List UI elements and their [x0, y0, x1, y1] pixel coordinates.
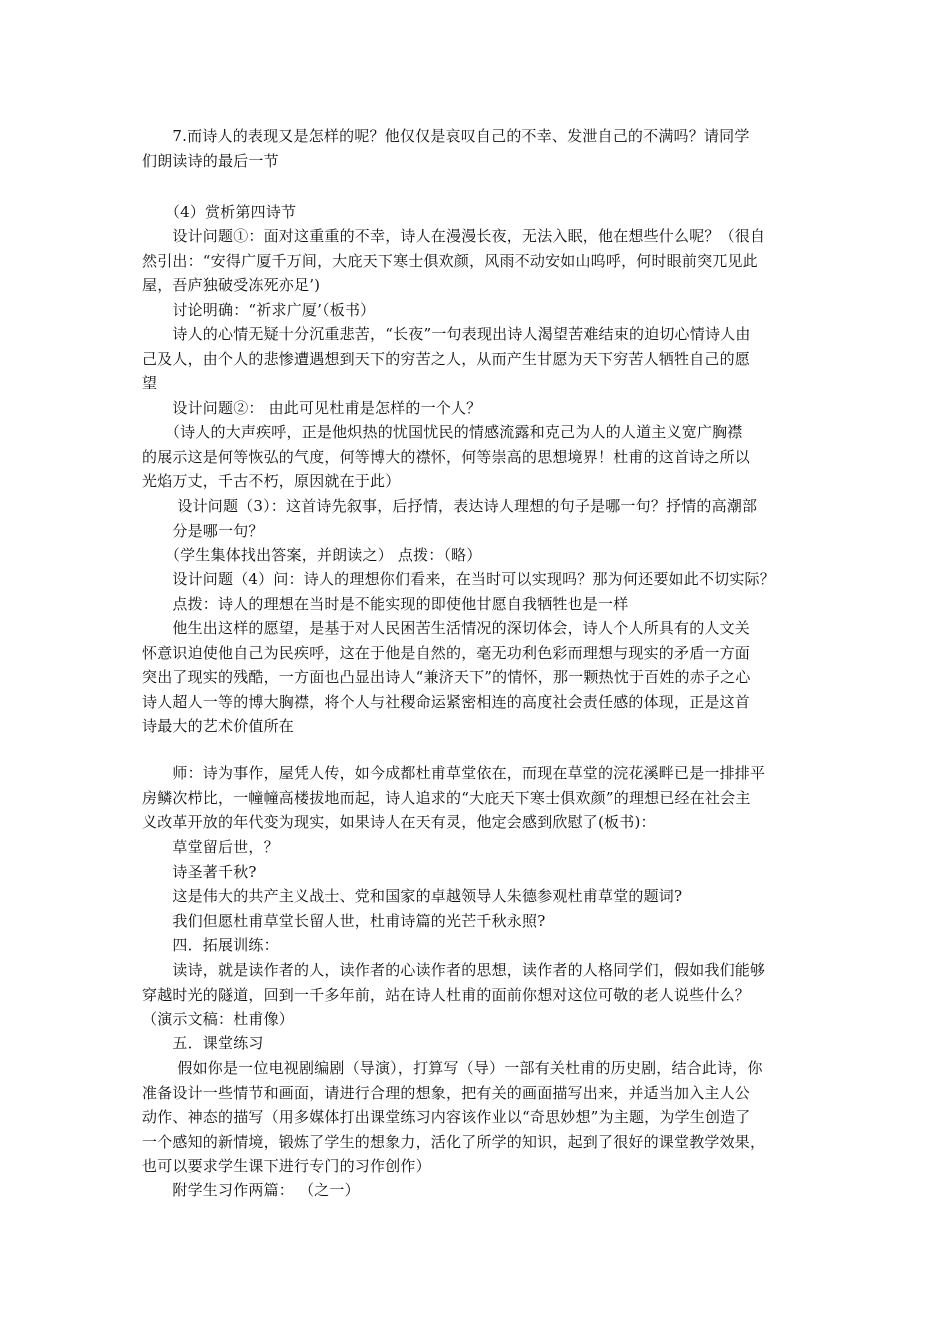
exercise-paragraph: 假如你是一位电视剧编剧（导演），打算写（导）一部有关杜甫的历史剧，结合此诗，你 准备设计一些情节和画面，请进行合理的想象，把有关的画面描写出来，并适当加入主人公 动作、神态的描写（用多媒体打出课堂练习内容该作业以“奇思妙想”为主题，为学生创造了 一个感知的新情境，锻炼了学生的想象力，活化了所学的知识，起到了很好的课堂教学效果， 也可以要求学生课下进行专门的习作创作） — [142, 1059, 766, 1175]
answer-3: （学生集体找出答案，并朗读之） 点拨：（略） — [142, 546, 482, 564]
appendix-line: 附学生习作两篇： （之一） — [142, 1181, 360, 1199]
section-heading-exercise: 五．课堂练习 — [142, 1034, 264, 1052]
design-question-2: 设计问题②： 由此可见杜甫是怎样的一个人？ — [142, 399, 482, 417]
hope-line: 我们但愿杜甫草堂长留人世，杜甫诗篇的光芒千秋永照? — [142, 912, 546, 930]
poet-mood-paragraph: 诗人的心情无疑十分沉重悲苦，“长夜”一句表现出诗人渴望苦难结束的迫切心情诗人由 己及人，由个人的悲惨遭遇想到天下的穷苦之人，从而产生甘愿为天下穷苦人牺牲自己的愿 望 — [142, 325, 751, 392]
section-heading-extension: 四．拓展训练： — [142, 936, 279, 954]
blackboard-line-2: 诗圣著千秋? — [142, 863, 257, 881]
question-7: 7.而诗人的表现又是怎样的呢？他仅仅是哀叹自己的不幸、发泄自己的不满吗？请同学 们朗读诗的最后一节 — [142, 127, 750, 170]
section-heading-4: （4）赏析第四诗节 — [142, 203, 297, 221]
design-question-3: 设计问题（3）：这首诗先叙事，后抒情，表达诗人理想的句子是哪一句？抒情的高潮部 分是哪一句？ — [142, 497, 758, 540]
extension-paragraph: 读诗，就是读作者的人，读作者的心读作者的思想，读作者的人格同学们，假如我们能够 穿越时光的隧道，回到一千多年前，站在诗人杜甫的面前你想对这位可敬的老人说些什么？ （演示文稿：杜甫像） — [142, 961, 766, 1028]
discussion-clarify: 讨论明确：“祈求广厦’（板书） — [142, 301, 376, 319]
design-question-1: 设计问题①：面对这重重的不幸，诗人在漫漫长夜，无法入眠，他在想些什么呢？（很自 然引出：“安得广厦千万间，大庇天下寒士俱欢颜，风雨不动安如山呜呼，何时眼前突兀见此 屋，吾庐独破受冻死亦足’) — [142, 227, 766, 294]
hint-4: 点拨：诗人的理想在当时是不能实现的即使他甘愿自我牺牲也是一样 — [142, 595, 629, 613]
design-question-4: 设计问题（4）问：诗人的理想你们看来，在当时可以实现吗？那为何还要如此不切实际？ — [142, 570, 775, 588]
zhude-inscription-note: 这是伟大的共产主义战士、党和国家的卓越领导人朱德参观杜甫草堂的题词? — [142, 887, 683, 905]
artistic-value-paragraph: 他生出这样的愿望，是基于对人民困苦生活情况的深切体会，诗人个人所具有的人文关 怀意识迫使他自己为民疾呼，这在于他是自然的，毫无功利色彩而理想与现实的矛盾一方面 突出了现实的残酷，一方面也凸显出诗人“兼济天下”的情怀，那一颗热忱于百姓的赤子之心 诗人超人一等的博大胸襟，将个人与社稷命运紧密相连的高度社会责任感的体现，正是这首 诗最大的艺术价值所在 — [142, 619, 751, 735]
teacher-paragraph: 师：诗为事作，屋凭人传，如今成都杜甫草堂依在，而现在草堂的浣花溪畔已是一排排平 房鳞次栉比，一幢幢高楼拔地而起，诗人追求的“大庇天下寒士俱欢颜”的理想已经在社会主 义改革开放的年代变为现实，如果诗人在天有灵，他定会感到欣慰了(板书)： — [142, 764, 766, 831]
answer-2-paragraph: （诗人的大声疾呼，正是他炽热的忧国忧民的情感流露和克己为人的人道主义宽广胸襟 的展示这是何等恢弘的气度，何等博大的襟怀，何等崇高的思想境界！杜甫的这首诗之所以 光焰万丈，千古不朽，原因就在于此） — [142, 423, 751, 490]
blackboard-line-1: 草堂留后世，？ — [142, 838, 279, 856]
